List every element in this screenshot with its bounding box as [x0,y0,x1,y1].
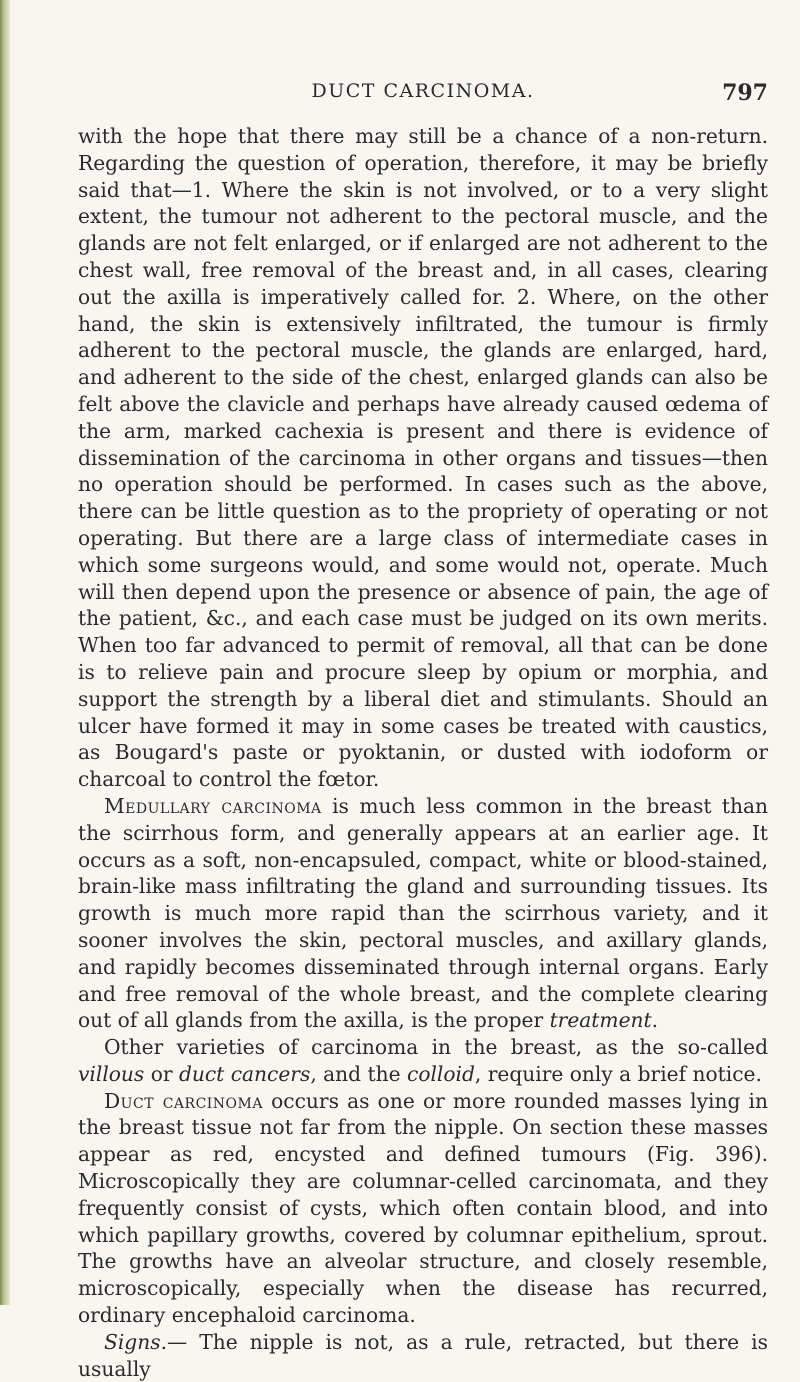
medullary-carcinoma-end: . [651,1008,659,1033]
villous-term: villous [78,1061,145,1086]
paragraph-signs [78,1329,768,1382]
body-text [78,123,768,1382]
duct-carcinoma-text: occurs as one or more rounded masses lying in the breast tissue not far from the nipple. On section these masses appear as red, encysted and defined tumours (Fig. 396). Microscopically they are columnar-celled carcinomata, and they frequently consist of cysts, which often contain blood, and into which papillary growths, covered by columnar epithelium, sprout. The growths have an alveolar structure, and closely resemble, microscopically, especially when the disease has recurred, ordinary encephaloid carcinoma. [78,1088,768,1328]
other-varieties-text-d: , require only a brief notice. [474,1061,762,1086]
page-header [78,80,768,112]
paragraph-operation: with the hope that there may still be a chance of a non-return. Regarding the question of operation, therefore, it may be briefly said that—1. Where the skin is not involved, or to a very slight extent, the tumour not adherent to the pectoral muscle, and the glands are not felt enlarged, or if enlarged are not adherent to the chest wall, free removal of the breast and, in all cases, clearing out the axilla is imperatively called for. 2. Where, on the other hand, the skin is extensively infiltrated, the tumour is firmly adherent to the pectoral muscle, the glands are enlarged, hard, and adherent to the side of the chest, enlarged glands can also be felt above the clavicle and perhaps have already caused œdema of the arm, marked cachexia is present and there is evidence of dissemination of the carcinoma in other organs and tissues—then no operation should be performed. In cases such as the above, there can be little question as to the propriety of operating or not operating. But there are a large class of intermediate cases in which some surgeons would, and some would not, operate. Much will then depend upon the presence or absence of pain, the age of the patient, &c., and each case must be judged on its own merits. When too far advanced to permit of removal, all that can be done is to relieve pain and procure sleep by opium or morphia, and support the strength by a liberal diet and stimulants. Should an ulcer have formed it may in some cases be treated with caustics, as Bougard's paste or pyoktanin, or dusted with iodoform or charcoal to control the fœtor. [78,124,768,792]
paragraph-other-varieties [78,1034,768,1088]
paragraph-duct-carcinoma [78,1088,768,1329]
page-number: 797 [722,80,768,106]
treatment-term: treatment [549,1008,652,1033]
signs-text: — The nipple is not, as a rule, retracted, but there is usually [78,1329,768,1381]
colloid-term: colloid [407,1061,475,1086]
running-head: DUCT CARCINOMA. [311,80,535,102]
medullary-carcinoma-heading: Medullary carcinoma [104,793,322,818]
other-varieties-text-a: Other varieties of carcinoma in the breast, as the so-called [104,1035,768,1060]
page-spine-shadow [0,0,10,1305]
duct-cancers-term: duct cancers [178,1061,311,1086]
signs-heading: Signs. [104,1329,167,1354]
duct-carcinoma-heading: Duct carcinoma [104,1088,263,1113]
other-varieties-text-b: or [144,1061,179,1086]
paragraph-medullary-carcinoma [78,793,768,1034]
other-varieties-text-c: , and the [310,1061,408,1086]
medullary-carcinoma-text: is much less common in the breast than the scirrhous form, and generally appears at an earlier age. It occurs as a soft, non-encapsuled, compact, white or blood-stained, brain-like mass infiltrating the gland and surrounding tissues. Its growth is much more rapid than the scirrhous variety, and it sooner involves the skin, pectoral muscles, and axillary glands, and rapidly becomes disseminated through internal organs. Early and free removal of the whole breast, and the complete clearing out of all glands from the axilla, is the proper [78,793,768,1033]
